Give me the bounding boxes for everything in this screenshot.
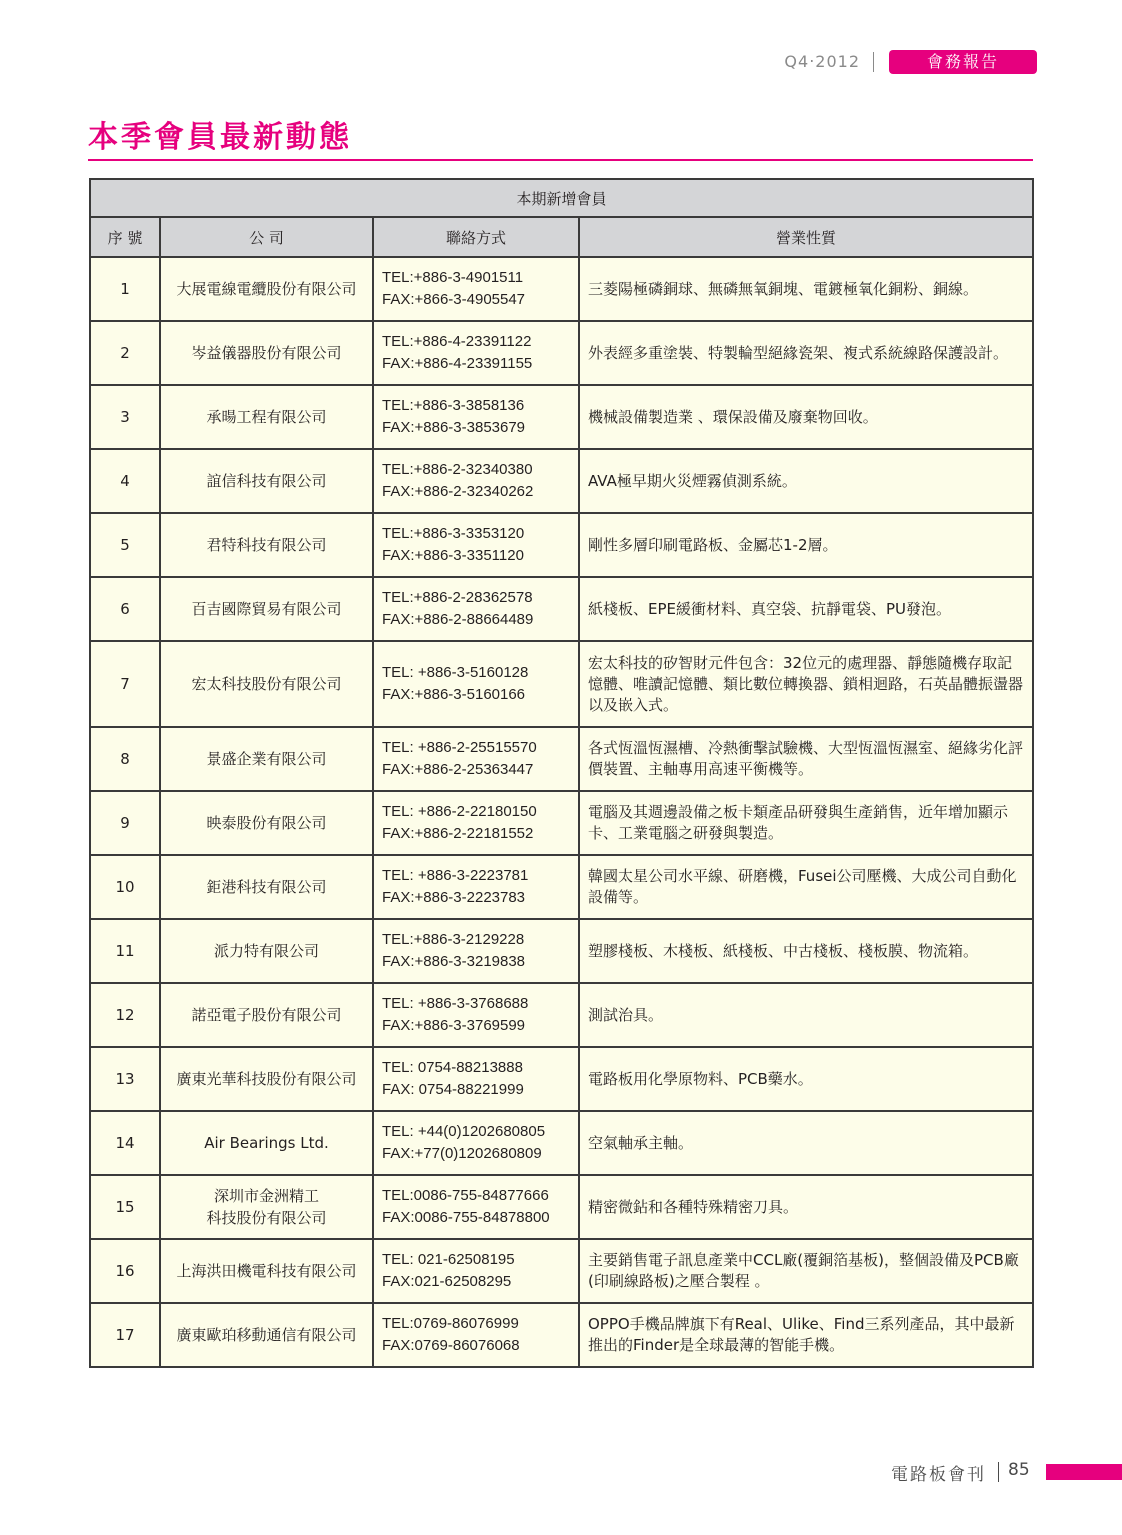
row-tel: TEL: +886-3-2223781 [382,867,529,884]
footer-divider [998,1462,999,1482]
header-divider [873,52,874,72]
row-tel: TEL: +886-3-3768688 [382,995,529,1012]
column-header-business: 營業性質 [579,217,1033,257]
row-tel: TEL: 021-62508195 [382,1251,515,1268]
table-row [90,1175,1033,1239]
row-contact [373,919,579,983]
row-fax: FAX:+886-3-3853679 [382,419,526,436]
row-business: 紙棧板、EPE緩衝材料、真空袋、抗靜電袋、PU發泡。 [579,577,1033,641]
row-contact [373,1111,579,1175]
row-contact [373,1303,579,1367]
row-no: 10 [90,855,160,919]
row-contact [373,855,579,919]
row-no: 5 [90,513,160,577]
issue-label: Q4‧2012 [784,52,860,71]
page-number: 85 [1008,1460,1030,1480]
row-tel: TEL:+886-3-4901511 [382,269,524,286]
table-row [90,855,1033,919]
row-contact [373,513,579,577]
row-no: 16 [90,1239,160,1303]
row-no: 8 [90,727,160,791]
row-company: 派力特有限公司 [160,919,373,983]
row-fax: FAX:0086-755-84878800 [382,1209,550,1226]
row-company: 承暘工程有限公司 [160,385,373,449]
row-company: 君特科技有限公司 [160,513,373,577]
row-business: 測試治具。 [579,983,1033,1047]
row-tel: TEL: +886-2-25515570 [382,739,537,756]
row-tel: TEL:+886-3-3353120 [382,525,525,542]
row-fax: FAX:021-62508295 [382,1273,512,1290]
table-row [90,385,1033,449]
table-row [90,1047,1033,1111]
row-no: 9 [90,791,160,855]
row-company: 映泰股份有限公司 [160,791,373,855]
table-row [90,983,1033,1047]
row-business: OPPO手機品牌旗下有Real、Ulike、Find三系列產品，其中最新推出的Finder是全球最薄的智能手機。 [579,1303,1033,1367]
table-row [90,641,1033,727]
row-company: 諾亞電子股份有限公司 [160,983,373,1047]
row-no: 14 [90,1111,160,1175]
row-contact [373,385,579,449]
row-fax: FAX:+886-2-32340262 [382,483,534,500]
row-no: 13 [90,1047,160,1111]
row-business: 精密微鉆和各種特殊精密刀具。 [579,1175,1033,1239]
row-company: 廣東光華科技股份有限公司 [160,1047,373,1111]
row-business: 剛性多層印刷電路板、金屬芯1-2層。 [579,513,1033,577]
row-tel: TEL:+886-3-2129228 [382,931,525,948]
row-contact [373,791,579,855]
row-no: 15 [90,1175,160,1239]
table-row [90,1239,1033,1303]
row-tel: TEL:+886-3-3858136 [382,397,525,414]
row-business: 電腦及其週邊設備之板卡類產品研發與生產銷售，近年增加顯示卡、工業電腦之研發與製造。 [579,791,1033,855]
row-fax: FAX:+886-3-2223783 [382,889,526,906]
title-rule [88,159,1033,161]
row-no: 12 [90,983,160,1047]
row-fax: FAX:+886-2-25363447 [382,761,534,778]
row-contact [373,257,579,321]
row-contact [373,983,579,1047]
row-business: 外表經多重塗裝、特製輪型絕緣瓷架、複式系統線路保護設計。 [579,321,1033,385]
row-company: 鉅港科技有限公司 [160,855,373,919]
row-company: 宏太科技股份有限公司 [160,641,373,727]
row-no: 6 [90,577,160,641]
table-row [90,577,1033,641]
row-tel: TEL: 0754-88213888 [382,1059,523,1076]
row-business: 三菱陽極磷銅球、無磷無氧銅塊、電鍍極氧化銅粉、銅線。 [579,257,1033,321]
row-tel: TEL:+886-2-32340380 [382,461,533,478]
column-header-no: 序 號 [90,217,160,257]
row-tel: TEL:+886-4-23391122 [382,333,532,350]
row-no: 11 [90,919,160,983]
row-fax: FAX:+886-2-88664489 [382,611,534,628]
row-contact [373,1175,579,1239]
row-company: 百吉國際貿易有限公司 [160,577,373,641]
row-tel: TEL:+886-2-28362578 [382,589,533,606]
row-fax: FAX:+886-3-3219838 [382,953,526,970]
row-business: 塑膠棧板、木棧板、紙棧板、中古棧板、棧板膜、物流箱。 [579,919,1033,983]
row-fax: FAX:+886-2-22181552 [382,825,534,842]
row-company: 岑益儀器股份有限公司 [160,321,373,385]
row-business: 空氣軸承主軸。 [579,1111,1033,1175]
row-company: 景盛企業有限公司 [160,727,373,791]
row-fax: FAX: 0754-88221999 [382,1081,524,1098]
row-company: 廣東歐珀移動通信有限公司 [160,1303,373,1367]
row-tel: TEL: +886-2-22180150 [382,803,537,820]
row-company: 大展電線電纜股份有限公司 [160,257,373,321]
row-no: 1 [90,257,160,321]
row-company: 上海洪田機電科技有限公司 [160,1239,373,1303]
row-fax: FAX:0769-86076068 [382,1337,520,1354]
table-row [90,1111,1033,1175]
row-tel: TEL: +44(0)1202680805 [382,1123,546,1140]
row-business: 韓國太星公司水平線、研磨機，Fusei公司壓機、大成公司自動化設備等。 [579,855,1033,919]
publication-name: 電路板會刊 [891,1465,986,1485]
row-fax: FAX:+77(0)1202680809 [382,1145,542,1162]
row-contact [373,449,579,513]
row-business: 宏太科技的矽智財元件包含：32位元的處理器、靜態隨機存取記憶體、唯讀記憶體、類比數位轉換器、鎖相迴路，石英晶體振盪器以及嵌入式。 [579,641,1033,727]
table-row [90,513,1033,577]
row-no: 3 [90,385,160,449]
row-fax: FAX:+886-3-5160166 [382,686,526,703]
page-title: 本季會員最新動態 [88,120,352,155]
row-company-line-1: 深圳市金洲精工 [213,1187,319,1205]
row-company: Air Bearings Ltd. [160,1111,373,1175]
table-caption: 本期新增會員 [90,179,1033,217]
row-no: 2 [90,321,160,385]
row-fax: FAX:+886-3-3769599 [382,1017,526,1034]
row-business: 各式恆溫恆濕槽、冷熱衝擊試驗機、大型恆溫恆濕室、絕緣劣化評價裝置、主軸專用高速平衡機等。 [579,727,1033,791]
row-contact [373,1239,579,1303]
row-contact [373,577,579,641]
table-row [90,791,1033,855]
row-tel: TEL:0086-755-84877666 [382,1187,549,1204]
row-fax: FAX:+886-4-23391155 [382,355,533,372]
section-badge: 會務報告 [889,50,1037,74]
row-fax: FAX:+886-3-3351120 [382,547,524,564]
footer-accent-bar [1046,1464,1122,1480]
row-contact [373,641,579,727]
table-row [90,919,1033,983]
new-members-table [89,178,1034,1368]
table-row [90,727,1033,791]
row-business: 電路板用化學原物料、PCB藥水。 [579,1047,1033,1111]
column-header-company: 公 司 [160,217,373,257]
row-company-line-2: 科技股份有限公司 [206,1209,327,1227]
row-no: 4 [90,449,160,513]
table-row [90,1303,1033,1367]
row-business: AVA極早期火災煙霧偵測系統。 [579,449,1033,513]
row-contact [373,727,579,791]
row-contact [373,1047,579,1111]
row-contact [373,321,579,385]
row-business: 機械設備製造業 、環保設備及廢棄物回收。 [579,385,1033,449]
table-row [90,449,1033,513]
column-header-contact: 聯絡方式 [373,217,579,257]
row-fax: FAX:+866-3-4905547 [382,291,526,308]
row-tel: TEL: +886-3-5160128 [382,664,529,681]
row-company [160,1175,373,1239]
row-no: 17 [90,1303,160,1367]
row-tel: TEL:0769-86076999 [382,1315,519,1332]
table-row [90,257,1033,321]
table-row [90,321,1033,385]
row-no: 7 [90,641,160,727]
row-business: 主要銷售電子訊息產業中CCL廠(覆銅箔基板)，整個設備及PCB廠(印刷線路板)之壓合製程 。 [579,1239,1033,1303]
row-company: 誼信科技有限公司 [160,449,373,513]
